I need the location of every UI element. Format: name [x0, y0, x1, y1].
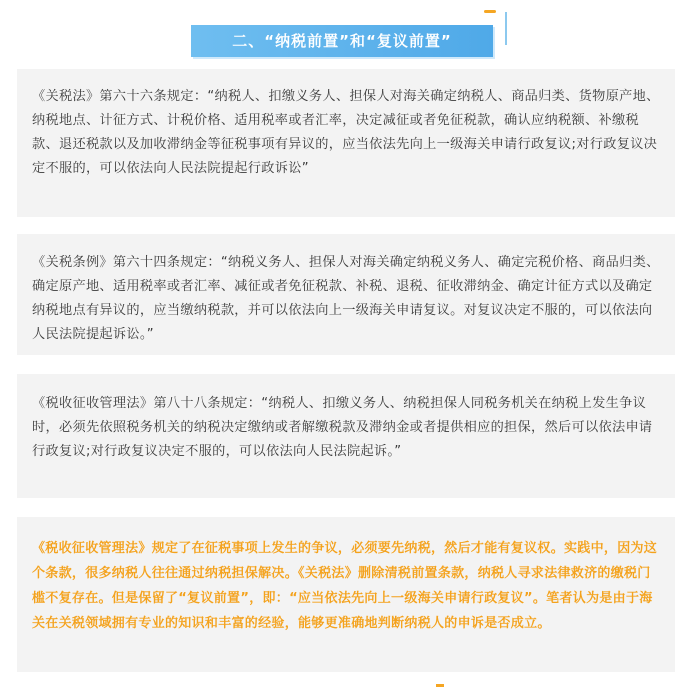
quote-text: 《关税法》第六十六条规定：“纳税人、扣缴义务人、担保人对海关确定纳税人、商品归类、货物原产地、纳税地点、计征方式、计税价格、适用税率或者汇率，决定减征或者免征税款，确认应纳税额、补缴税款、退还税款以及加收滞纳金等征税事项有异议的，应当依法先向上一级海关申请行政复议;对行政复议决定不服的，可以依法向人民法院提起行政诉讼” [32, 89, 660, 176]
quote-block-customs-law [17, 69, 675, 217]
decorative-dash [484, 10, 496, 13]
quote-text: 《税收征收管理法》第八十八条规定：“纳税人、扣缴义务人、纳税担保人同税务机关在纳税上发生争议时，必须先依照税务机关的纳税决定缴纳或者解缴税款及滞纳金或者提供相应的担保，然后可以依法申请行政复议;对行政复议决定不服的，可以依法向人民法院起诉。” [32, 396, 653, 459]
highlight-block [17, 517, 675, 672]
section-heading [191, 12, 501, 57]
quote-block-customs-regulation [17, 234, 675, 355]
quote-text: 《关税条例》第六十四条规定：“纳税义务人、担保人对海关确定纳税义务人、确定完税价格、商品归类、确定原产地、适用税率或者汇率、减征或者免征税款、补税、退税、征收滞纳金、确定计征方式以及确定纳税地点有异议的，应当缴纳税款，并可以依法向上一级海关申请复议。对复议决定不服的，可以依法向人民法院提起诉讼。” [32, 255, 660, 342]
highlight-text: 《税收征收管理法》规定了在征税事项上发生的争议，必须要先纳税，然后才能有复议权。实践中，因为这个条款，很多纳税人往往通过纳税担保解决。《关税法》删除清税前置条款，纳税人寻求法律救济的缴税门槛不复存在。但是保留了“复议前置”，即：“应当依法先向上一级海关申请行政复议”。笔者认为是由于海关在关税领域拥有专业的知识和丰富的经验，能够更准确地判断纳税人的申诉是否成立。 [32, 541, 658, 631]
section-title: 二、“纳税前置”和“复议前置” [191, 25, 493, 57]
quote-block-tax-collection-law [17, 374, 675, 498]
decorative-line [505, 12, 507, 45]
